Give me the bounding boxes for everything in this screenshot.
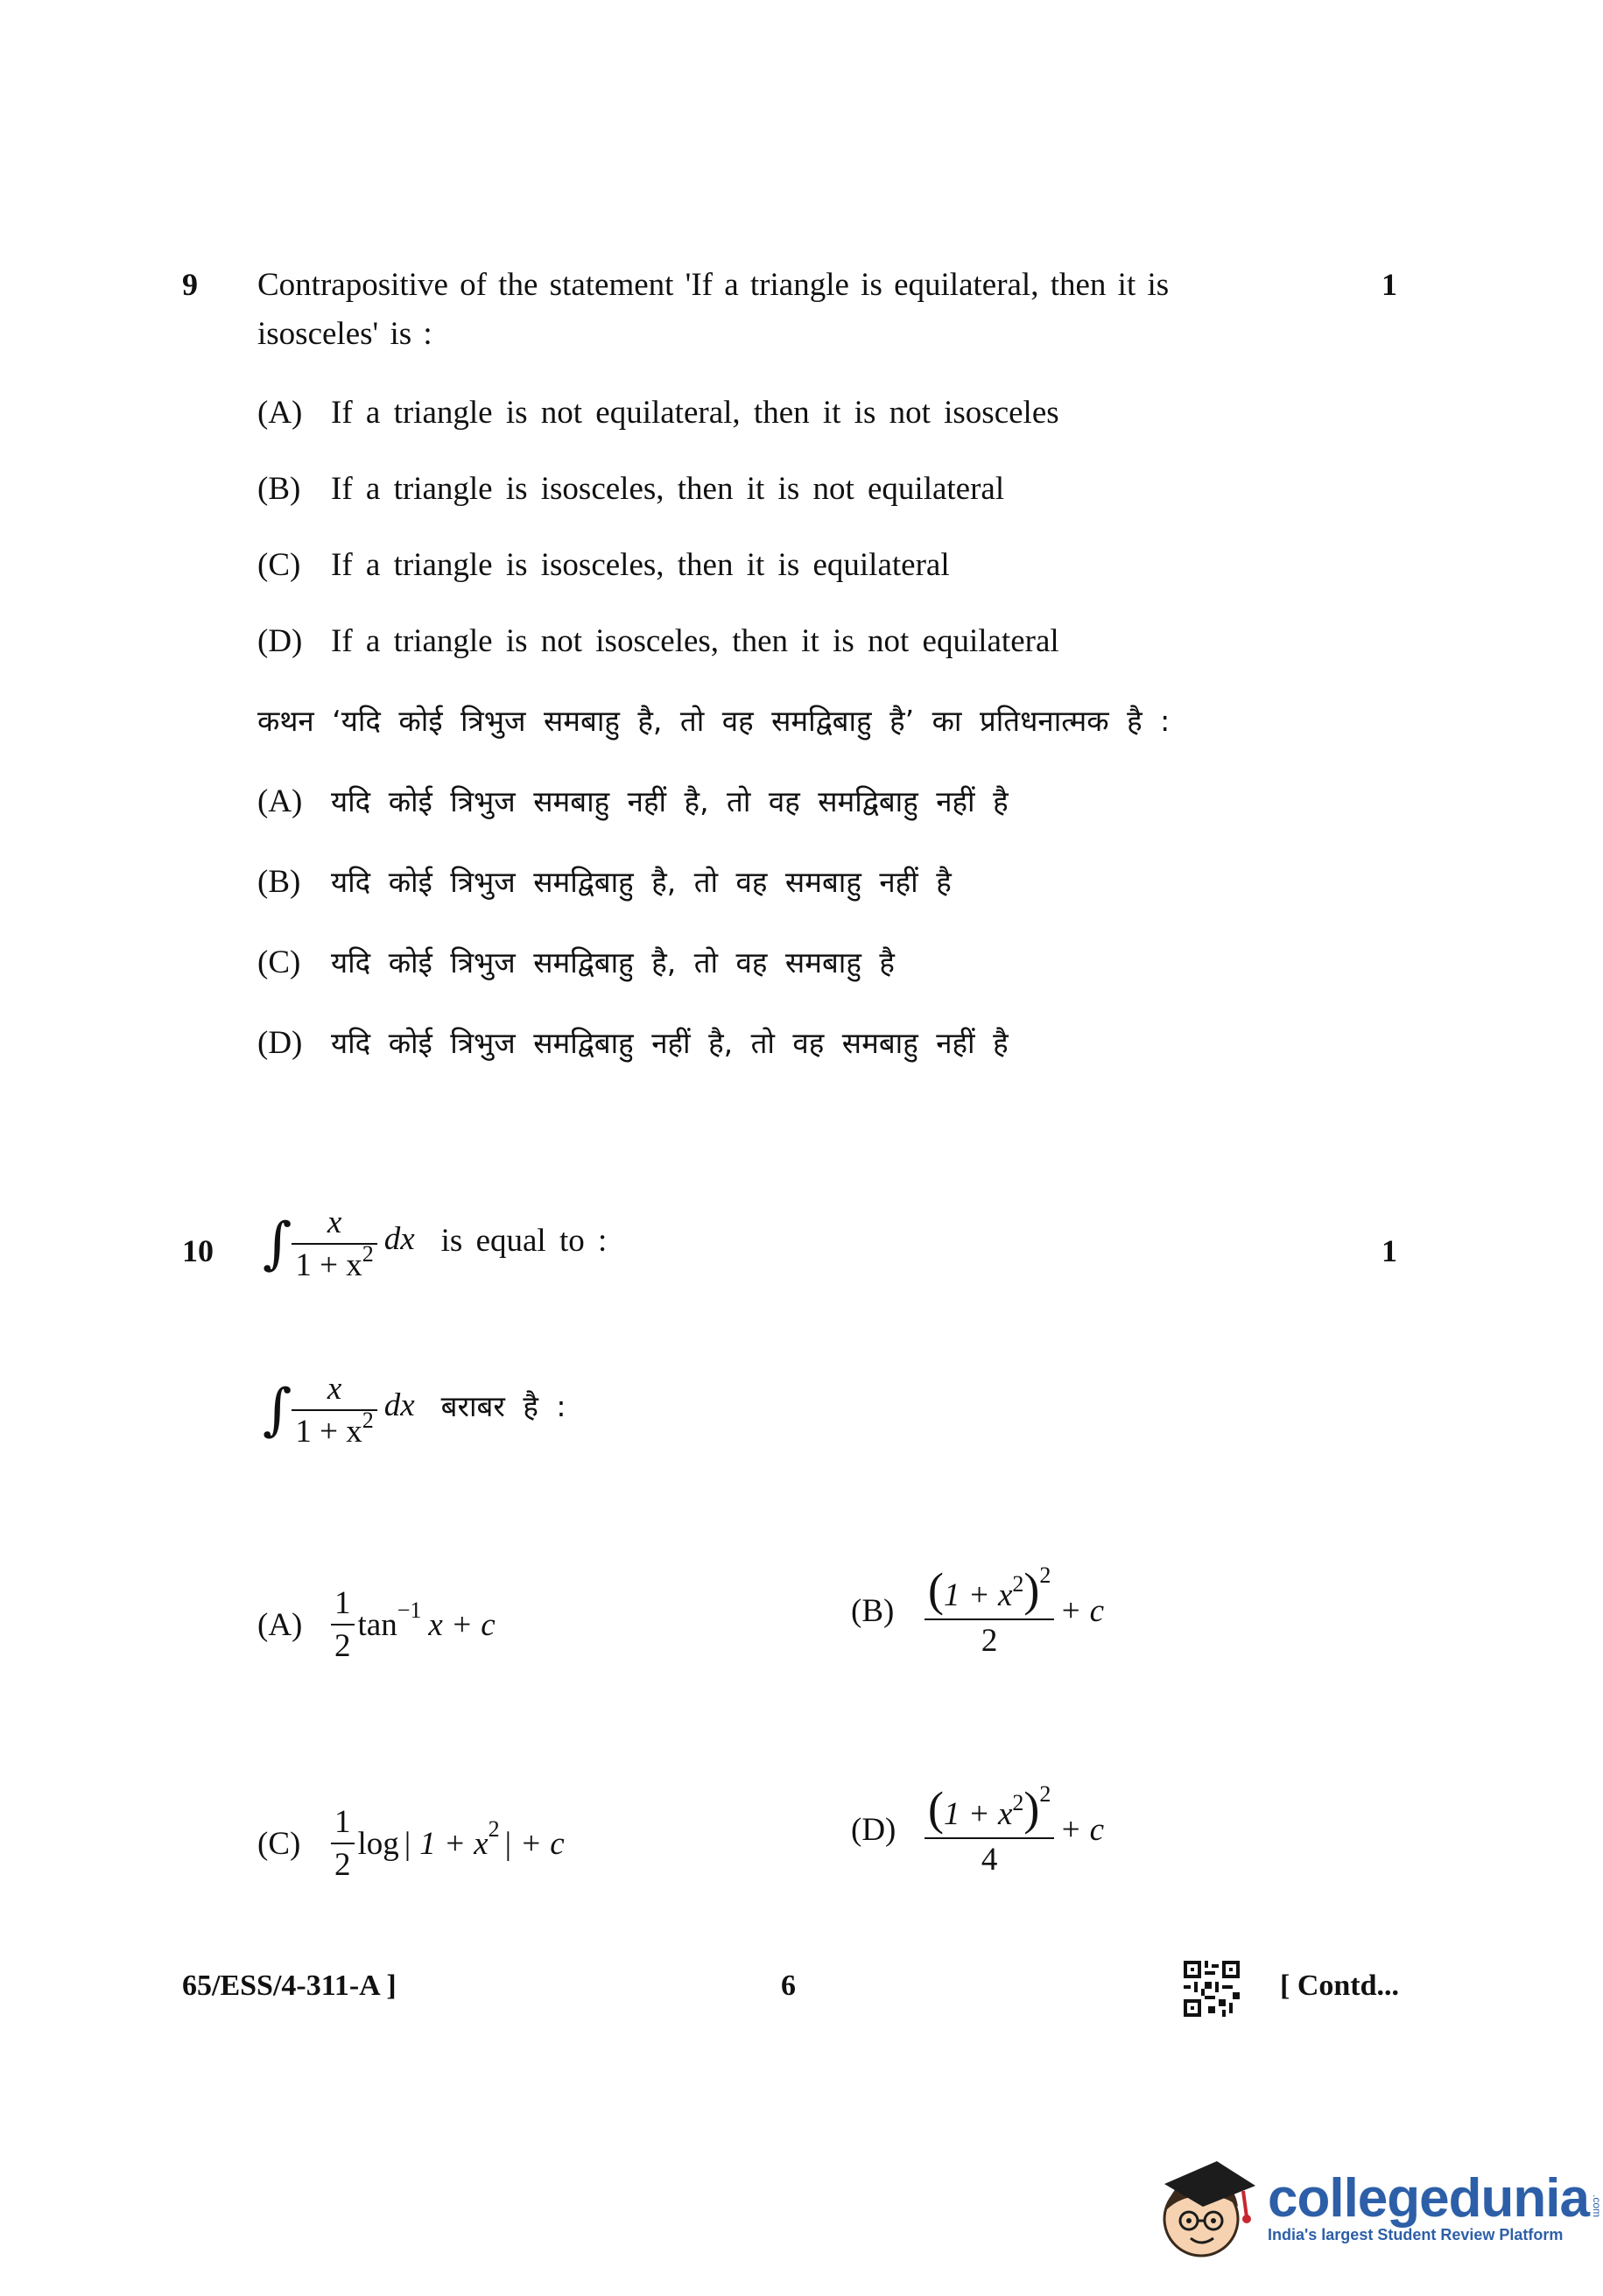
- option-c-end: | + c: [503, 1825, 565, 1862]
- q9-option-hi-a: [257, 783, 1009, 821]
- fraction-numerator: x: [327, 1204, 342, 1240]
- option-text: If a triangle is not equilateral, then it is not isosceles: [331, 395, 1059, 431]
- option-label: (A): [257, 783, 303, 819]
- denominator-exponent: 2: [362, 1241, 374, 1267]
- question-10-number: 10: [182, 1233, 214, 1268]
- fraction-numerator: 1: [334, 1804, 351, 1840]
- option-text: If a triangle is isosceles, then it is equilateral: [331, 547, 950, 583]
- option-b-fraction: [925, 1562, 1054, 1660]
- fraction-denominator: 2: [925, 1618, 1054, 1660]
- q9-option-en-d: [257, 622, 1059, 661]
- integral-sign-icon: ∫: [263, 1378, 292, 1443]
- integral-dx: dx: [383, 1387, 415, 1423]
- q10-option-b: [851, 1562, 1104, 1660]
- fraction-denominator: 2: [331, 1843, 355, 1884]
- option-label: (B): [257, 471, 301, 507]
- option-d-fraction: [925, 1781, 1054, 1878]
- option-label: (C): [257, 547, 301, 583]
- q10-integral-en: [263, 1204, 607, 1284]
- student-mascot-icon: [1147, 2149, 1261, 2263]
- integral-dx: dx: [383, 1220, 415, 1257]
- option-a-func: tan: [357, 1606, 397, 1643]
- option-text: यदि कोई त्रिभुज समद्विबाहु नहीं है, तो वह समबाहु नहीं है: [331, 1026, 1009, 1060]
- q9-option-en-b: [257, 470, 1004, 509]
- fraction-numerator: $(1 + x^2)^2$: [928, 1781, 1051, 1835]
- q10-option-c: [257, 1803, 565, 1884]
- q10-hi-suffix: बराबर है :: [440, 1389, 566, 1423]
- q9-option-en-a: [257, 394, 1059, 432]
- integral-fraction: [292, 1370, 376, 1450]
- brand-watermark: [1147, 2149, 1603, 2263]
- q9-hindi-question: कथन ‘यदि कोई त्रिभुज समबाहु है, तो वह समद्विबाहु है’ का प्रतिधनात्मक है :: [257, 704, 1171, 738]
- fraction-denominator: [292, 1243, 376, 1284]
- fraction-numerator: 1: [334, 1585, 351, 1621]
- fraction-denominator: 2: [331, 1624, 355, 1665]
- option-c-exp: 2: [488, 1816, 500, 1842]
- option-text: यदि कोई त्रिभुज समद्विबाहु है, तो वह समबाहु नहीं है: [331, 865, 952, 899]
- q10-integral-hi: [263, 1370, 566, 1450]
- option-label: (D): [257, 1025, 303, 1061]
- denominator-base: 1 + x: [295, 1247, 362, 1283]
- option-label: (B): [851, 1593, 895, 1629]
- option-label: (A): [257, 1606, 303, 1643]
- inner-exponent: 2: [1012, 1790, 1024, 1815]
- fraction-denominator: [292, 1409, 376, 1450]
- fraction-numerator: $(1 + x^2)^2$: [928, 1562, 1051, 1616]
- option-b-tail: + c: [1059, 1593, 1104, 1629]
- option-a-fraction: [331, 1584, 355, 1665]
- option-d-tail: + c: [1059, 1812, 1104, 1848]
- q10-option-d: [851, 1781, 1104, 1878]
- integral-sign-icon: ∫: [263, 1211, 292, 1276]
- question-10-marks: 1: [1382, 1233, 1397, 1268]
- brand-text: [1268, 2167, 1603, 2244]
- denominator-base: 1 + x: [295, 1414, 362, 1450]
- denominator-exponent: 2: [362, 1408, 374, 1433]
- outer-exponent: 2: [1039, 1562, 1051, 1588]
- inner-exponent: 2: [1012, 1571, 1024, 1597]
- inner-expression: 1 + x: [943, 1577, 1013, 1613]
- option-text: यदि कोई त्रिभुज समबाहु नहीं है, तो वह समद्विबाहु नहीं है: [331, 784, 1009, 818]
- option-c-func: log: [357, 1825, 399, 1862]
- q9-option-hi-d: [257, 1024, 1009, 1063]
- question-9-line-1: Contrapositive of the statement 'If a triangle is equilateral, then it is: [257, 267, 1170, 303]
- q9-option-hi-c: [257, 944, 895, 982]
- question-9-number: 9: [182, 267, 198, 302]
- brand-tagline: India's largest Student Review Platform: [1268, 2226, 1564, 2243]
- option-label: (C): [257, 944, 301, 980]
- contd-label: [ Contd...: [1280, 1970, 1400, 2002]
- option-label: (B): [257, 864, 301, 900]
- paper-code: 65/ESS/4-311-A ]: [182, 1970, 397, 2002]
- option-text: If a triangle is not isosceles, then it is not equilateral: [331, 623, 1059, 659]
- option-label: (C): [257, 1825, 301, 1862]
- option-label: (D): [257, 623, 303, 659]
- integral-fraction: [292, 1204, 376, 1284]
- q9-option-hi-b: [257, 863, 952, 902]
- q9-option-en-c: [257, 546, 950, 585]
- option-c-fraction: [331, 1803, 355, 1884]
- brand-suffix: .com: [1590, 2194, 1603, 2217]
- fraction-denominator: 4: [925, 1837, 1054, 1878]
- option-label: (A): [257, 395, 303, 431]
- fraction-numerator: x: [327, 1371, 342, 1407]
- question-9-text: [257, 261, 1273, 359]
- option-c-body: | 1 + x: [402, 1825, 489, 1862]
- question-9-marks: 1: [1382, 267, 1397, 302]
- option-text: If a triangle is isosceles, then it is not equilateral: [331, 471, 1005, 507]
- inner-expression: 1 + x: [943, 1796, 1013, 1832]
- q10-en-suffix: is equal to :: [440, 1222, 608, 1259]
- page-number: 6: [781, 1970, 796, 2002]
- qr-code-icon: [1184, 1961, 1240, 2021]
- option-label: (D): [851, 1812, 896, 1848]
- option-text: यदि कोई त्रिभुज समद्विबाहु है, तो वह समबाहु है: [331, 945, 895, 979]
- option-a-tail: x + c: [428, 1606, 496, 1643]
- question-9-line-2: isosceles' is :: [257, 316, 432, 352]
- option-a-exp: −1: [397, 1597, 422, 1623]
- brand-name: collegedunia: [1268, 2168, 1589, 2229]
- outer-exponent: 2: [1039, 1781, 1051, 1807]
- q10-option-a: [257, 1584, 496, 1665]
